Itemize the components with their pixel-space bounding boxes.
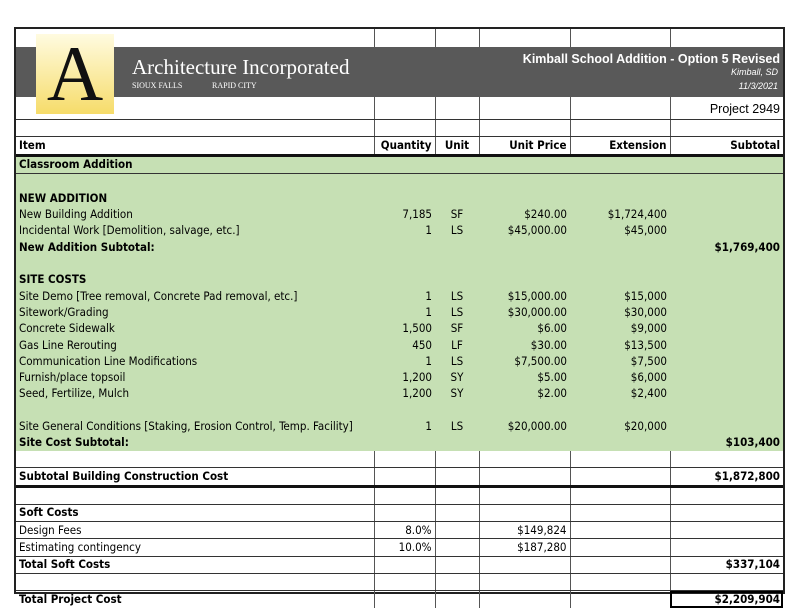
table-row (16, 539, 783, 556)
unit-cell: LS (435, 353, 479, 369)
col-quantity: Quantity (374, 137, 435, 155)
unit-cell: LS (435, 304, 479, 320)
subtotal-cell: $1,769,400 (670, 239, 783, 255)
table-row (16, 522, 783, 539)
table-row (16, 353, 783, 369)
item-cell: Soft Costs (16, 504, 374, 521)
office-sioux-falls: SIOUX FALLS (132, 81, 183, 90)
col-unit-price: Unit Price (479, 137, 570, 155)
unit-price-cell: $20,000.00 (479, 418, 570, 434)
extension-cell: $20,000 (570, 418, 670, 434)
item-cell: New Addition Subtotal: (16, 239, 374, 255)
column-headers (16, 137, 783, 155)
cost-table (16, 29, 783, 608)
firm-name: Architecture Incorporated (132, 55, 350, 79)
unit-price-cell: $45,000.00 (479, 223, 570, 239)
quantity-cell: 1 (374, 288, 435, 304)
project-date: 11/3/2021 (738, 81, 778, 91)
firm-logo: A (36, 34, 114, 114)
table-row (16, 369, 783, 385)
quantity-cell: 7,185 (374, 206, 435, 222)
extension-cell: $45,000 (570, 223, 670, 239)
unit-cell: SF (435, 206, 479, 222)
quantity-cell: 1 (374, 353, 435, 369)
item-cell: Communication Line Modifications (16, 353, 374, 369)
subtotal-row (16, 435, 783, 451)
unit-price-cell: $6.00 (479, 321, 570, 337)
item-cell: Concrete Sidewalk (16, 321, 374, 337)
item-cell: Gas Line Rerouting (16, 337, 374, 353)
soft-costs-heading (16, 504, 783, 521)
table-row (16, 418, 783, 434)
item-cell: Total Soft Costs (16, 556, 374, 573)
subtotal-cell: $1,872,800 (670, 468, 783, 486)
unit-cell: SY (435, 386, 479, 402)
extension-cell: $6,000 (570, 369, 670, 385)
item-cell: Seed, Fertilize, Mulch (16, 386, 374, 402)
quantity-cell: 1 (374, 304, 435, 320)
total-row (16, 591, 783, 608)
col-extension: Extension (570, 137, 670, 155)
unit-price-cell: $240.00 (479, 206, 570, 222)
unit-price-cell: $187,280 (479, 539, 570, 556)
blank-row (16, 451, 783, 468)
item-cell: Furnish/place topsoil (16, 369, 374, 385)
blank-row (16, 486, 783, 504)
extension-cell: $15,000 (570, 288, 670, 304)
item-cell: Design Fees (16, 522, 374, 539)
quantity-cell: 8.0% (374, 522, 435, 539)
quantity-cell: 1 (374, 223, 435, 239)
unit-price-cell: $30,000.00 (479, 304, 570, 320)
table-row (16, 206, 783, 222)
item-cell: Site Cost Subtotal: (16, 435, 374, 451)
subtotal-cell: $103,400 (670, 435, 783, 451)
unit-price-cell: $5.00 (479, 369, 570, 385)
blank-row (16, 402, 783, 418)
building-subtotal-row (16, 468, 783, 486)
unit-cell: LS (435, 223, 479, 239)
col-item: Item (16, 137, 374, 155)
col-subtotal: Subtotal (670, 137, 783, 155)
section-heading: Classroom Addition (16, 155, 783, 173)
quantity-cell: 1 (374, 418, 435, 434)
item-cell: Incidental Work [Demolition, salvage, etc.] (16, 223, 374, 239)
extension-cell: $9,000 (570, 321, 670, 337)
extension-cell: $13,500 (570, 337, 670, 353)
item-cell: Total Project Cost (19, 591, 122, 606)
extension-cell: $7,500 (570, 353, 670, 369)
table-row (16, 321, 783, 337)
extension-cell: $1,724,400 (570, 206, 670, 222)
subtotal-cell: $337,104 (670, 556, 783, 573)
unit-cell: LF (435, 337, 479, 353)
item-cell: Sitework/Grading (16, 304, 374, 320)
item-cell: New Building Addition (16, 206, 374, 222)
item-cell: Site Demo [Tree removal, Concrete Pad removal, etc.] (16, 288, 374, 304)
item-cell: Site General Conditions [Staking, Erosion Control, Temp. Facility] (16, 418, 374, 434)
quantity-cell: 1,200 (374, 369, 435, 385)
blank-row (16, 574, 783, 591)
section-heading (16, 272, 783, 288)
table-row (16, 337, 783, 353)
table-row (16, 386, 783, 402)
project-location: Kimball, SD (730, 67, 778, 77)
unit-price-cell: $2.00 (479, 386, 570, 402)
quantity-cell: 450 (374, 337, 435, 353)
unit-price-cell: $149,824 (479, 522, 570, 539)
extension-cell: $30,000 (570, 304, 670, 320)
table-row (16, 223, 783, 239)
item-cell: Subtotal Building Construction Cost (16, 468, 374, 486)
extension-cell: $2,400 (570, 386, 670, 402)
unit-price-cell: $15,000.00 (479, 288, 570, 304)
item-cell: Estimating contingency (16, 539, 374, 556)
unit-cell: LS (435, 288, 479, 304)
new-addition-heading: NEW ADDITION (16, 190, 783, 206)
cost-estimate-sheet (14, 27, 785, 606)
subtotal-row (16, 239, 783, 255)
quantity-cell: 10.0% (374, 539, 435, 556)
soft-costs-total-row (16, 556, 783, 573)
unit-cell: LS (435, 418, 479, 434)
blank-row (16, 255, 783, 271)
unit-cell: SF (435, 321, 479, 337)
unit-price-cell: $7,500.00 (479, 353, 570, 369)
table-row (16, 288, 783, 304)
project-number: Project 2949 (709, 102, 780, 116)
subtotal-cell: $2,209,904 (670, 591, 783, 608)
quantity-cell: 1,500 (374, 321, 435, 337)
quantity-cell: 1,200 (374, 386, 435, 402)
col-unit: Unit (435, 137, 479, 155)
unit-cell: SY (435, 369, 479, 385)
project-title: Kimball School Addition - Option 5 Revised (522, 52, 780, 66)
item-cell: SITE COSTS (16, 272, 374, 288)
office-rapid-city: RAPID CITY (212, 81, 257, 90)
unit-price-cell: $30.00 (479, 337, 570, 353)
table-row (16, 304, 783, 320)
